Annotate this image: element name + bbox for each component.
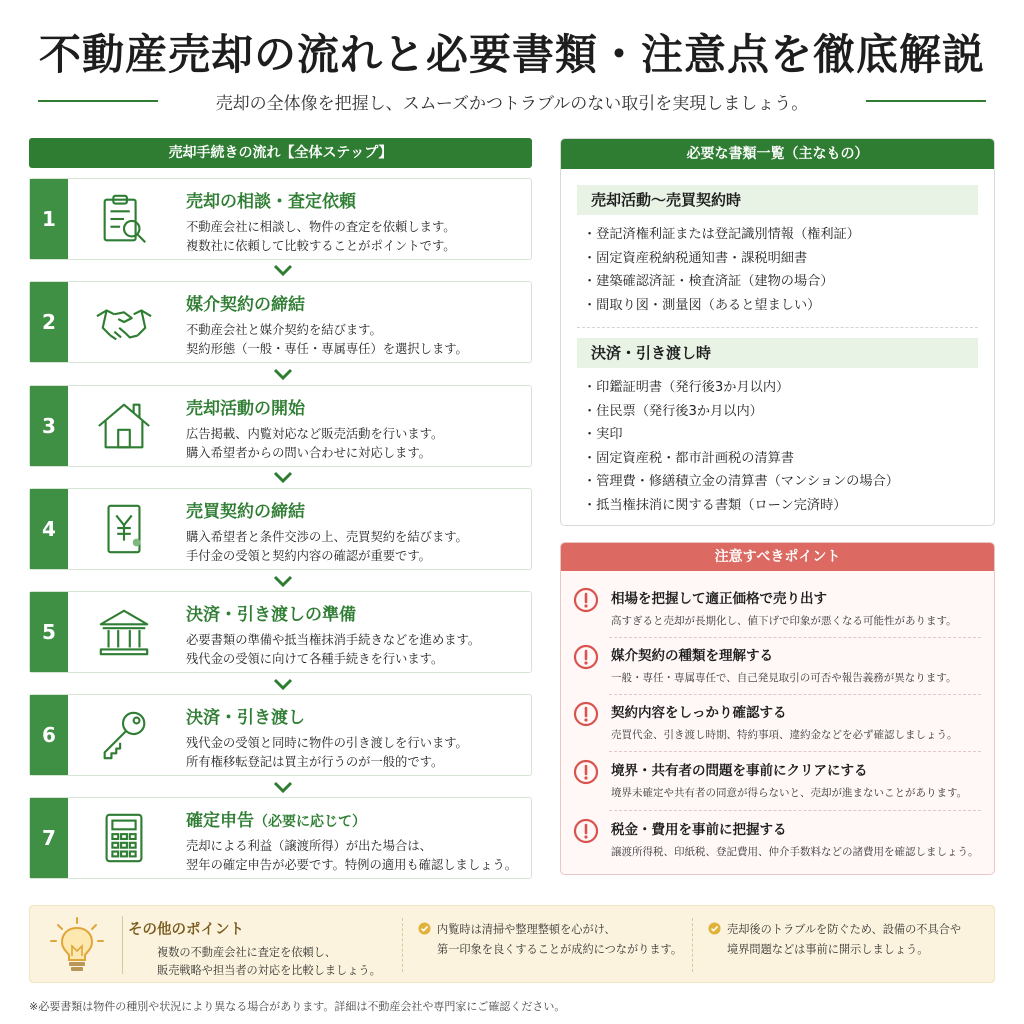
step-number: 4 [30, 489, 68, 569]
bank-icon [68, 592, 180, 672]
caution-item [573, 755, 983, 813]
list-item: ・印鑑証明書（発行後3か月以内） [583, 380, 790, 395]
documents-section-title: 売却活動〜売買契約時 [577, 185, 978, 215]
divider [609, 637, 981, 638]
caution-item [573, 697, 983, 755]
subtitle-right-line [866, 100, 986, 102]
page-subtitle: 売却の全体像を把握し、スムーズかつトラブルのない取引を実現しましょう。 [215, 93, 809, 114]
other-points-text [157, 944, 381, 980]
divider [402, 918, 403, 972]
step-title: 売却の相談・査定依頼 [186, 192, 356, 212]
step-7 [29, 797, 532, 879]
divider [609, 751, 981, 752]
documents-panel [560, 138, 995, 526]
documents-header: 必要な書類一覧（主なもの） [561, 139, 994, 169]
calculator-icon [68, 798, 180, 878]
step-title-note: （必要に応じて） [254, 814, 366, 830]
caution-desc: 売買代金、引き渡し時期、特約事項、違約金などを必ず確認しましょう。 [611, 729, 958, 741]
list-item: ・固定資産税・都市計画税の清算書 [583, 450, 794, 466]
caution-text [611, 583, 957, 641]
other-points-panel [29, 905, 995, 983]
text-line: 売却後のトラブルを防ぐため、設備の不具合や [727, 923, 962, 936]
list-item: ・間取り図・測量図（あると望ましい） [583, 297, 821, 313]
documents-section-title: 決済・引き渡し時 [577, 338, 978, 368]
other-point-3 [708, 920, 961, 960]
caution-header: 注意すべきポイント [561, 543, 994, 571]
step-desc-line1: 必要書類の準備や抵当権抹消手続きなどを進めます。 [186, 633, 481, 647]
step-body [180, 282, 531, 362]
step-number: 6 [30, 695, 68, 775]
clipboard-search-icon [68, 179, 180, 259]
documents-list [583, 376, 978, 517]
divider [577, 327, 978, 328]
step-desc-line2: 所有権移転登記は買主が行うのが一般的です。 [186, 755, 444, 769]
step-number: 1 [30, 179, 68, 259]
other-point-2 [418, 920, 682, 960]
caution-text [611, 697, 958, 755]
chevron-down-icon [272, 263, 294, 277]
caution-text [611, 814, 979, 872]
exclamation-icon [573, 644, 599, 670]
caution-title: 税金・費用を事前に把握する [611, 822, 787, 838]
caution-title: 媒介契約の種類を理解する [611, 648, 773, 664]
step-desc-line1: 売却による利益（譲渡所得）が出た場合は、 [186, 839, 432, 853]
lightbulb-icon [46, 916, 108, 974]
exclamation-icon [573, 818, 599, 844]
caution-item [573, 583, 983, 641]
key-icon [68, 695, 180, 775]
exclamation-icon [573, 701, 599, 727]
caution-item [573, 814, 983, 872]
caution-desc: 一般・専任・専属専任で、自己発見取引の可否や報告義務が異なります。 [611, 672, 957, 684]
step-title: 決済・引き渡しの準備 [186, 605, 356, 625]
exclamation-icon [573, 759, 599, 785]
step-number: 7 [30, 798, 68, 878]
text-line: 境界問題などは事前に開示しましょう。 [727, 943, 929, 956]
step-title: 売買契約の締結 [186, 502, 305, 522]
handshake-icon [68, 282, 180, 362]
step-body [180, 798, 531, 878]
divider [692, 918, 693, 972]
list-item: ・登記済権利証または登記識別情報（権利証） [583, 227, 860, 242]
step-1 [29, 178, 532, 260]
caution-text [611, 755, 967, 813]
divider [122, 916, 123, 974]
step-desc-line1: 不動産会社と媒介契約を結びます。 [186, 323, 382, 337]
step-title: 決済・引き渡し [186, 708, 305, 728]
caution-item [573, 640, 983, 698]
chevron-down-icon [272, 780, 294, 794]
step-desc-line2: 契約形態（一般・専任・専属専任）を選択します。 [186, 342, 468, 356]
step-desc-line2: 購入希望者からの問い合わせに対応します。 [186, 446, 431, 460]
chevron-down-icon [272, 470, 294, 484]
text-line: 第一印象を良くすることが成約につながります。 [437, 943, 683, 956]
step-desc-line1: 購入希望者と条件交渉の上、売買契約を結びます。 [186, 530, 468, 544]
step-5 [29, 591, 532, 673]
step-title: 確定申告（必要に応じて） [186, 811, 366, 831]
chevron-down-icon [272, 574, 294, 588]
step-body [180, 489, 531, 569]
step-desc-line2: 翌年の確定申告が必要です。特例の適用も確認しましょう。 [186, 858, 518, 872]
step-desc-line2: 複数社に依頼して比較することがポイントです。 [186, 239, 456, 253]
step-4 [29, 488, 532, 570]
step-6 [29, 694, 532, 776]
chevron-down-icon [272, 367, 294, 381]
step-number: 2 [30, 282, 68, 362]
caution-panel [560, 542, 995, 875]
step-number: 3 [30, 386, 68, 466]
step-desc-line1: 不動産会社に相談し、物件の査定を依頼します。 [186, 220, 456, 234]
yen-document-icon [68, 489, 180, 569]
list-item: ・実印 [583, 427, 623, 442]
page-title: 不動産売却の流れと必要書類・注意点を徹底解説 [38, 30, 985, 79]
divider [609, 810, 981, 811]
check-circle-icon [418, 922, 431, 935]
step-body [180, 179, 531, 259]
caution-title: 契約内容をしっかり確認する [611, 705, 787, 721]
footnote: ※必要書類は物件の種別や状況により異なる場合があります。詳細は不動産会社や専門家にご確認ください。 [29, 1000, 566, 1013]
step-desc-line1: 残代金の受領と同時に物件の引き渡しを行います。 [186, 736, 468, 750]
caution-title: 相場を把握して適正価格で売り出す [611, 591, 827, 607]
subtitle-row [38, 88, 986, 114]
list-item: ・住民票（発行後3か月以内） [583, 403, 763, 419]
caution-desc: 境界未確定や共有者の同意が得らないと、売却が進まないことがあります。 [611, 787, 968, 799]
other-points-title: その他のポイント [128, 922, 244, 938]
text-line: 販売戦略や担当者の対応を比較しましょう。 [157, 964, 381, 977]
step-body [180, 386, 531, 466]
exclamation-icon [573, 587, 599, 613]
step-desc-line1: 広告掲載、内覧対応など販売活動を行います。 [186, 427, 444, 441]
text-line: 内覧時は清掃や整理整頓を心がけ、 [437, 923, 616, 936]
steps-header: 売却手続きの流れ【全体ステップ】 [29, 138, 532, 168]
step-body [180, 592, 531, 672]
step-title: 媒介契約の締結 [186, 295, 305, 315]
documents-list [583, 223, 978, 317]
divider [609, 694, 981, 695]
step-desc-line2: 残代金の受領に向けて各種手続きを行います。 [186, 652, 444, 666]
step-3 [29, 385, 532, 467]
list-item: ・固定資産税納税通知書・課税明細書 [583, 250, 808, 266]
step-2 [29, 281, 532, 363]
caution-title: 境界・共有者の問題を事前にクリアにする [611, 763, 868, 779]
step-desc-line2: 手付金の受領と契約内容の確認が重要です。 [186, 549, 431, 563]
list-item: ・建築確認済証・検査済証（建物の場合） [583, 274, 834, 289]
step-title: 売却活動の開始 [186, 399, 305, 419]
list-item: ・抵当権抹消に関する書類（ローン完済時） [583, 497, 847, 513]
house-icon [68, 386, 180, 466]
subtitle-left-line [38, 100, 158, 102]
caution-desc: 高すぎると売却が長期化し、値下げで印象が悪くなる可能性があります。 [611, 615, 957, 627]
list-item: ・管理費・修繕積立金の清算書（マンションの場合） [583, 474, 899, 489]
chevron-down-icon [272, 677, 294, 691]
caution-text [611, 640, 956, 698]
text-line: 複数の不動産会社に査定を依頼し、 [157, 946, 337, 959]
caution-desc: 譲渡所得税、印紙税、登記費用、仲介手数料などの諸費用を確認しましょう。 [611, 846, 979, 858]
step-body [180, 695, 531, 775]
step-number: 5 [30, 592, 68, 672]
check-circle-icon [708, 922, 721, 935]
